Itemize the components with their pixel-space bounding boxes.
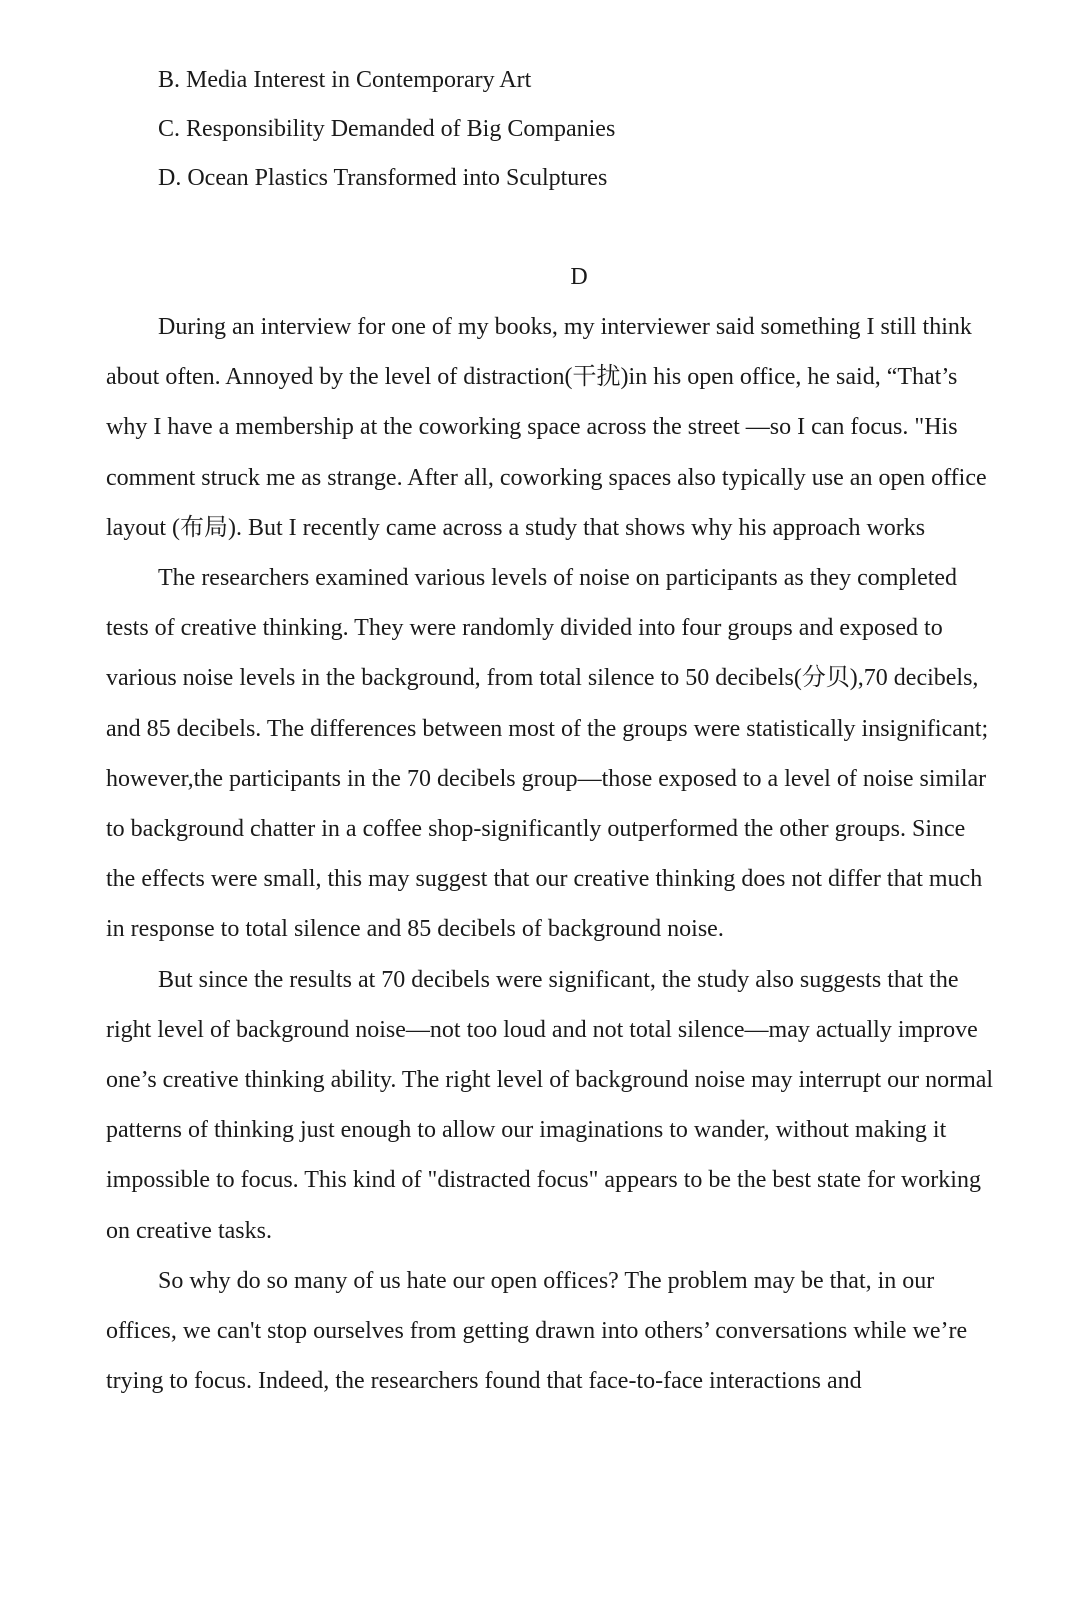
option-d: D. Ocean Plastics Transformed into Sculptures (158, 165, 608, 191)
paragraph-2: The researchers examined various levels of noise on participants as they completed tests of creative thinking. They were randomly divided into four groups and exposed to various noise levels in the background, from total silence to 50 decibels(分贝),70 decibels, and 85 decibels. The differences between most of the groups were statistically insignificant; however,the participants in the 70 decibels group—those exposed to a level of noise similar to background chatter in a coffee shop-significantly outperformed the other groups. Since the effects were small, this may suggest that our creative thinking does not differ that much in response to total silence and 85 decibels of background noise. (106, 565, 989, 943)
answer-options (158, 56, 1038, 203)
paragraph-3: But since the results at 70 decibels were significant, the study also suggests that the right level of background noise—not too loud and not total silence—may actually improve one’s creative thinking ability. The right level of background noise may interrupt our normal patterns of thinking just enough to allow our imaginations to wander, without making it impossible to focus. This kind of "distracted focus" appears to be the best state for working on creative tasks. (106, 966, 994, 1244)
passage (106, 302, 998, 1406)
option-c: C. Responsibility Demanded of Big Companies (158, 116, 616, 142)
paragraph-4: So why do so many of us hate our open offices? The problem may be that, in our offices, we can't stop ourselves from getting drawn into others’ conversations while we’re trying to focus. Indeed, the researchers found that face-to-face interactions and (106, 1267, 968, 1395)
option-b: B. Media Interest in Contemporary Art (158, 67, 532, 93)
section-heading: D (570, 264, 588, 290)
paragraph-1: During an interview for one of my books, my interviewer said something I still think about often. Annoyed by the level of distraction(干扰)in his open office, he said, “That’s why I have a membership at the coworking space across the street —so I can focus. "His comment struck me as strange. After all, coworking spaces also typically use an open office layout (布局). But I recently came across a study that shows why his approach works (106, 314, 987, 541)
